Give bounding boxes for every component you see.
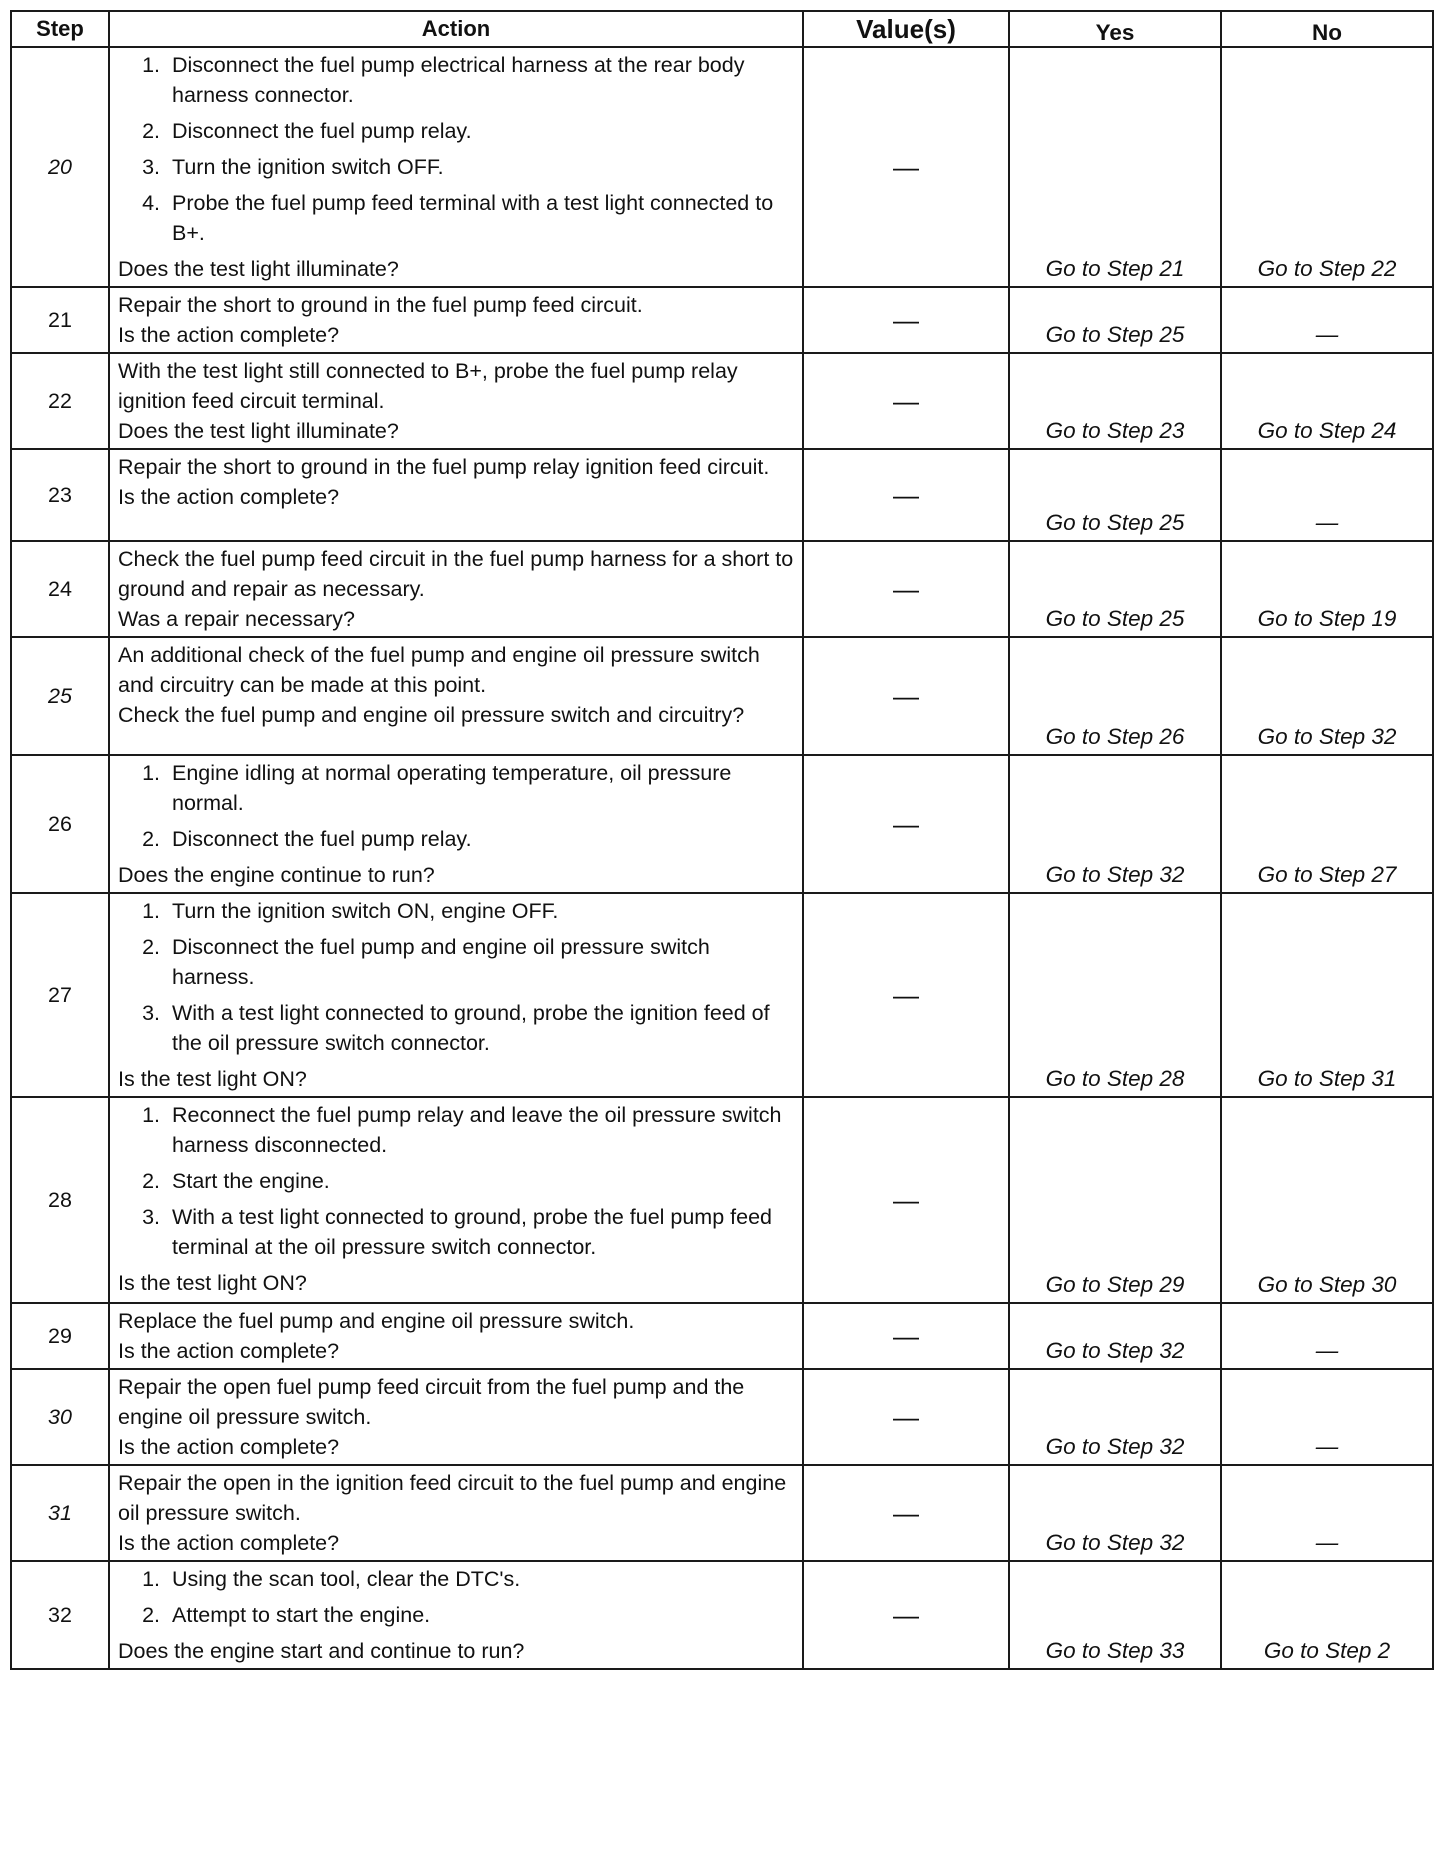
no-cell — [1221, 287, 1433, 353]
action-cell — [109, 1369, 803, 1465]
action-steps-list — [118, 1564, 796, 1630]
yes-cell — [1009, 541, 1221, 637]
value-cell: — — [803, 353, 1009, 449]
action-text: With the test light still connected to B+, probe the fuel pump relay ignition feed circuit terminal. — [118, 359, 738, 413]
action-cell — [109, 541, 803, 637]
yes-cell — [1009, 449, 1221, 541]
value-cell: — — [803, 449, 1009, 541]
no-cell — [1221, 353, 1433, 449]
action-cell — [109, 893, 803, 1097]
step-number: 28 — [11, 1097, 109, 1303]
step-number: 23 — [11, 449, 109, 541]
header-values: Value(s) — [803, 11, 1009, 47]
action-step-item: 1. Engine idling at normal operating temperature, oil pressure normal. — [166, 758, 796, 818]
yes-cell — [1009, 893, 1221, 1097]
no-goto: Go to Step 2 — [1263, 1638, 1391, 1663]
yes-cell — [1009, 1465, 1221, 1561]
yes-goto: Go to Step 25 — [1045, 510, 1185, 535]
action-question: Is the action complete? — [118, 1531, 340, 1555]
action-cell — [109, 1465, 803, 1561]
header-no: No — [1221, 11, 1433, 47]
table-row — [11, 1097, 1433, 1303]
step-number: 21 — [11, 287, 109, 353]
no-goto: Go to Step 27 — [1257, 862, 1397, 887]
value-cell: — — [803, 1369, 1009, 1465]
action-text: Check the fuel pump feed circuit in the fuel pump harness for a short to ground and repair as necessary. — [118, 547, 794, 601]
table-row — [11, 287, 1433, 353]
table-row — [11, 637, 1433, 755]
action-steps-list — [118, 50, 796, 248]
action-question: Is the action complete? — [118, 1435, 340, 1459]
action-question: Does the engine continue to run? — [118, 863, 435, 887]
action-step-item: 4. Probe the fuel pump feed terminal with a test light connected to B+. — [166, 188, 796, 248]
yes-cell — [1009, 47, 1221, 287]
yes-cell — [1009, 1097, 1221, 1303]
action-text: Repair the open in the ignition feed circuit to the fuel pump and engine oil pressure switch. — [118, 1471, 787, 1525]
no-cell — [1221, 893, 1433, 1097]
yes-cell — [1009, 755, 1221, 893]
table-row — [11, 449, 1433, 541]
step-number: 22 — [11, 353, 109, 449]
yes-goto: Go to Step 21 — [1045, 256, 1185, 281]
action-text: Repair the open fuel pump feed circuit from the fuel pump and the engine oil pressure switch. — [118, 1375, 745, 1429]
table-row — [11, 755, 1433, 893]
step-number: 29 — [11, 1303, 109, 1369]
action-question: Is the test light ON? — [118, 1271, 307, 1295]
action-question: Does the test light illuminate? — [118, 419, 399, 443]
value-cell: — — [803, 1561, 1009, 1669]
step-number: 31 — [11, 1465, 109, 1561]
action-text: Repair the short to ground in the fuel pump feed circuit. — [118, 293, 643, 317]
step-number: 20 — [11, 47, 109, 287]
action-text: An additional check of the fuel pump and engine oil pressure switch and circuitry can be made at this point. — [118, 643, 760, 697]
step-number: 32 — [11, 1561, 109, 1669]
yes-cell — [1009, 353, 1221, 449]
action-question: Is the action complete? — [118, 323, 340, 347]
value-cell: — — [803, 541, 1009, 637]
action-steps-list — [118, 758, 796, 854]
action-step-item: 3. With a test light connected to ground, probe the fuel pump feed terminal at the oil pressure switch connector. — [166, 1202, 796, 1262]
table-row — [11, 1561, 1433, 1669]
action-steps-list — [118, 1100, 796, 1262]
yes-goto: Go to Step 32 — [1045, 1434, 1185, 1459]
action-cell — [109, 287, 803, 353]
yes-goto: Go to Step 25 — [1045, 322, 1185, 347]
yes-cell — [1009, 1303, 1221, 1369]
action-step-item: 1. Disconnect the fuel pump electrical harness at the rear body harness connector. — [166, 50, 796, 110]
no-goto: Go to Step 22 — [1257, 256, 1397, 281]
value-cell: — — [803, 893, 1009, 1097]
action-step-item: 3. Turn the ignition switch OFF. — [166, 152, 796, 182]
step-number: 30 — [11, 1369, 109, 1465]
no-cell — [1221, 541, 1433, 637]
table-row — [11, 893, 1433, 1097]
table-row — [11, 541, 1433, 637]
no-goto: Go to Step 32 — [1257, 724, 1397, 749]
step-number: 26 — [11, 755, 109, 893]
action-step-item: 3. With a test light connected to ground, probe the ignition feed of the oil pressure switch connector. — [166, 998, 796, 1058]
action-question: Does the test light illuminate? — [118, 257, 399, 281]
value-cell: — — [803, 755, 1009, 893]
value-cell: — — [803, 1303, 1009, 1369]
no-goto: Go to Step 19 — [1257, 606, 1397, 631]
action-question: Check the fuel pump and engine oil pressure switch and circuitry? — [118, 703, 745, 727]
table-row — [11, 353, 1433, 449]
yes-cell — [1009, 1369, 1221, 1465]
action-text: Repair the short to ground in the fuel pump relay ignition feed circuit. — [118, 455, 770, 479]
value-cell: — — [803, 47, 1009, 287]
no-cell — [1221, 1303, 1433, 1369]
yes-goto: Go to Step 32 — [1045, 1530, 1185, 1555]
no-goto: — — [1315, 1338, 1339, 1363]
value-cell: — — [803, 1097, 1009, 1303]
no-goto: — — [1315, 1530, 1339, 1555]
no-cell — [1221, 1097, 1433, 1303]
header-step: Step — [11, 11, 109, 47]
action-text: Replace the fuel pump and engine oil pressure switch. — [118, 1309, 635, 1333]
action-cell — [109, 755, 803, 893]
no-goto: Go to Step 24 — [1257, 418, 1397, 443]
no-goto: — — [1315, 322, 1339, 347]
action-step-item: 1. Using the scan tool, clear the DTC's. — [166, 1564, 796, 1594]
value-cell: — — [803, 287, 1009, 353]
value-cell: — — [803, 637, 1009, 755]
value-cell: — — [803, 1465, 1009, 1561]
no-cell — [1221, 755, 1433, 893]
header-row — [11, 11, 1433, 47]
yes-goto: Go to Step 23 — [1045, 418, 1185, 443]
table-row — [11, 1465, 1433, 1561]
action-step-item: 2. Disconnect the fuel pump relay. — [166, 824, 796, 854]
no-cell — [1221, 449, 1433, 541]
yes-goto: Go to Step 28 — [1045, 1066, 1185, 1091]
action-question: Is the action complete? — [118, 1339, 340, 1363]
action-step-item: 1. Reconnect the fuel pump relay and leave the oil pressure switch harness disconnected. — [166, 1100, 796, 1160]
yes-cell — [1009, 287, 1221, 353]
no-cell — [1221, 1369, 1433, 1465]
yes-goto: Go to Step 26 — [1045, 724, 1185, 749]
step-number: 24 — [11, 541, 109, 637]
action-cell — [109, 637, 803, 755]
table-row — [11, 1369, 1433, 1465]
action-question: Was a repair necessary? — [118, 607, 355, 631]
action-cell — [109, 1561, 803, 1669]
yes-goto: Go to Step 33 — [1045, 1638, 1185, 1663]
header-yes: Yes — [1009, 11, 1221, 47]
yes-cell — [1009, 637, 1221, 755]
action-question: Does the engine start and continue to run? — [118, 1639, 525, 1663]
action-step-item: 2. Start the engine. — [166, 1166, 796, 1196]
step-number: 27 — [11, 893, 109, 1097]
no-goto: Go to Step 30 — [1257, 1272, 1397, 1297]
action-step-item: 2. Attempt to start the engine. — [166, 1600, 796, 1630]
action-question: Is the test light ON? — [118, 1067, 307, 1091]
yes-goto: Go to Step 29 — [1045, 1272, 1185, 1297]
no-cell — [1221, 1561, 1433, 1669]
yes-goto: Go to Step 32 — [1045, 862, 1185, 887]
action-cell — [109, 47, 803, 287]
action-cell — [109, 1303, 803, 1369]
action-cell — [109, 449, 803, 541]
no-cell — [1221, 47, 1433, 287]
action-step-item: 2. Disconnect the fuel pump and engine oil pressure switch harness. — [166, 932, 796, 992]
no-cell — [1221, 1465, 1433, 1561]
no-goto: — — [1315, 510, 1339, 535]
action-cell — [109, 353, 803, 449]
yes-goto: Go to Step 32 — [1045, 1338, 1185, 1363]
table-row — [11, 47, 1433, 287]
yes-goto: Go to Step 25 — [1045, 606, 1185, 631]
action-step-item: 1. Turn the ignition switch ON, engine OFF. — [166, 896, 796, 926]
action-cell — [109, 1097, 803, 1303]
step-number: 25 — [11, 637, 109, 755]
action-question: Is the action complete? — [118, 485, 340, 509]
table-row — [11, 1303, 1433, 1369]
action-steps-list — [118, 896, 796, 1058]
no-cell — [1221, 637, 1433, 755]
no-goto: — — [1315, 1434, 1339, 1459]
action-step-item: 2. Disconnect the fuel pump relay. — [166, 116, 796, 146]
yes-cell — [1009, 1561, 1221, 1669]
no-goto: Go to Step 31 — [1257, 1066, 1397, 1091]
diagnostic-table — [10, 10, 1434, 1670]
header-action: Action — [109, 11, 803, 47]
